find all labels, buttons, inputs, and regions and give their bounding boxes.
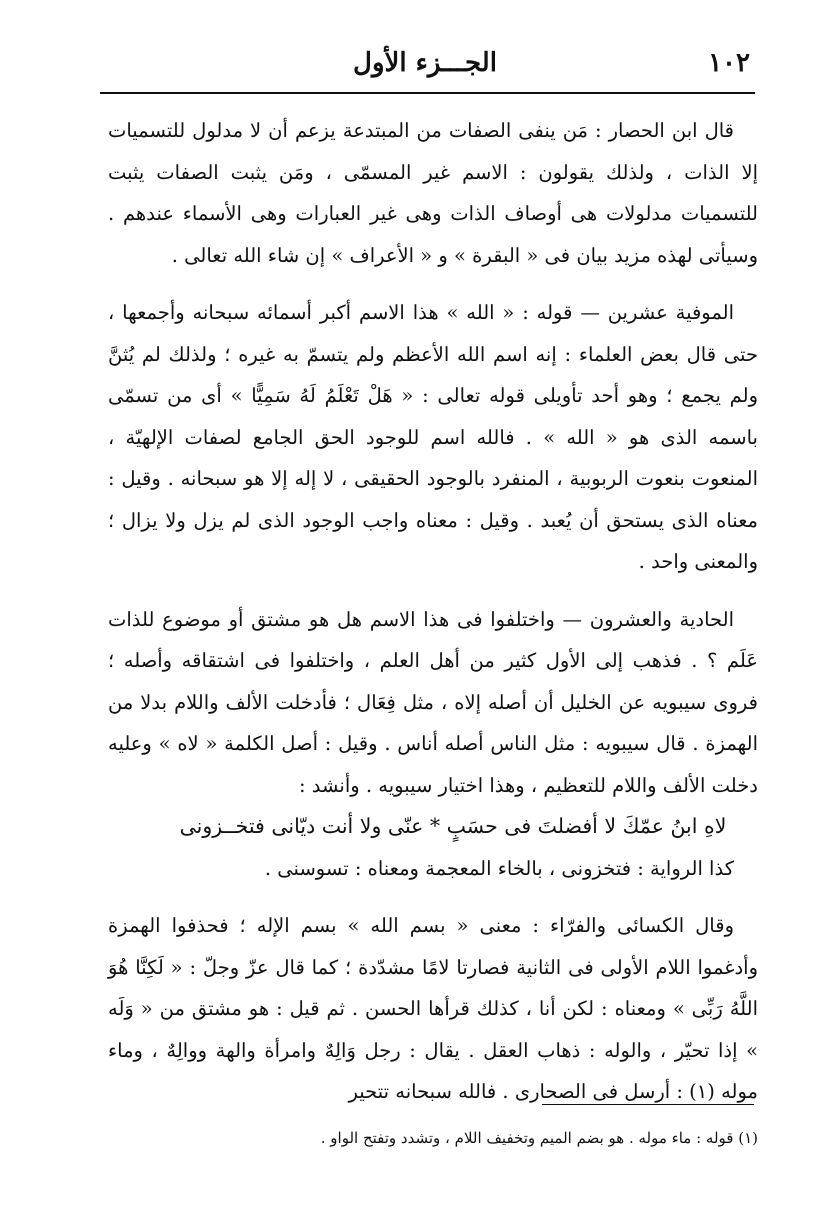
footnote: (١) قوله : ماء موله . هو بضم الميم وتخفيف اللام ، وتشدد وتفتح الواو . [320,1129,758,1147]
footnote-rule [542,1104,754,1105]
page-body [108,110,758,1113]
header-rule [100,92,755,94]
paragraph-twenty-first-point: الحادية والعشرون — واختلفوا فى هذا الاسم هل هو مشتق أو موضوع للذات عَلَم ؟ . فذهب إلى الأول كثير من أهل العلم ، واختلفوا فى اشتقاقه وأصله ؛ فروى سيبويه عن الخليل أن أصله إلاه ، مثل فِعَال ؛ فأدخلت الألف واللام بدلا من الهمزة . قال سيبويه : مثل الناس أصله أناس . وقيل : أصل الكلمة « لاه » وعليه دخلت الألف واللام للتعظيم ، وهذا اختيار سيبويه . وأنشد : [108,607,758,797]
paragraph-kisai-farra: وقال الكسائى والفرّاء : معنى « بسم الله » بسم الإله ؛ فحذفوا الهمزة وأدغموا اللام الأولى فى الثانية فصارتا لامًا مشدّدة ؛ كما قال عزّ وجلّ : « لَكِنَّا هُوَ اللَّهُ رَبِّى » ومعناه : لكن أنا ، كذلك قرأها الحسن . ثم قيل : هو مشتق من « وَلَه » إذا تحيّر ، والوله : ذهاب العقل . يقال : رجل وَالِهٌ وامرأة والهة ووالِهٌ ، وماء موله (١) : أرسل فى الصحارى . فالله سبحانه تتحير [108,914,758,1103]
poetry-verse: لاهِ ابنُ عمّكَ لا أفضلتَ فى حسَبٍ * عنّى ولا أنت ديّانى فتخــزونى [179,814,727,838]
paragraph-riwaya-note: كذا الرواية : فتخزونى ، بالخاء المعجمة ومعناه : تسوسنى . [264,856,734,880]
paragraph-ibn-al-hassar: قال ابن الحصار : مَن ينفى الصفات من المبتدعة يزعم أن لا مدلول للتسميات إلا الذات ، ولذلك يقولون : الاسم غير المسمّى ، ومَن يثبت الصفات يثبت للتسميات مدلولات هى أوصاف الذات وهى غير العبارات وهى الأسماء عندهم . وسيأتى لهذه مزيد بيان فى « البقرة » و « الأعراف » إن شاء الله تعالى . [108,119,758,267]
running-title: الجـــزء الأول [353,48,497,78]
paragraph-twentieth-point: الموفية عشرين — قوله : « الله » هذا الاسم أكبر أسمائه سبحانه وأجمعها ، حتى قال بعض العلماء : إنه اسم الله الأعظم ولم يتسمّ به غيره ؛ ولذلك لم يُثنَّ ولم يجمع ؛ وهو أحد تأويلى قوله تعالى : « هَلْ تَعْلَمُ لَهُ سَمِيًّا » أى من تسمّى باسمه الذى هو « الله » . فالله اسم للوجود الحق الجامع لصفات الإلهيّة ، المنعوت بنعوت الربوبية ، المنفرد بالوجود الحقيقى ، لا إله إلا هو سبحانه . وقيل : معناه الذى يستحق أن يُعبد . وقيل : معناه واجب الوجود الذى لم يزل ولا يزال ؛ والمعنى واحد . [108,301,758,573]
page-number: ١٠٢ [708,48,750,78]
page-header [100,40,750,90]
